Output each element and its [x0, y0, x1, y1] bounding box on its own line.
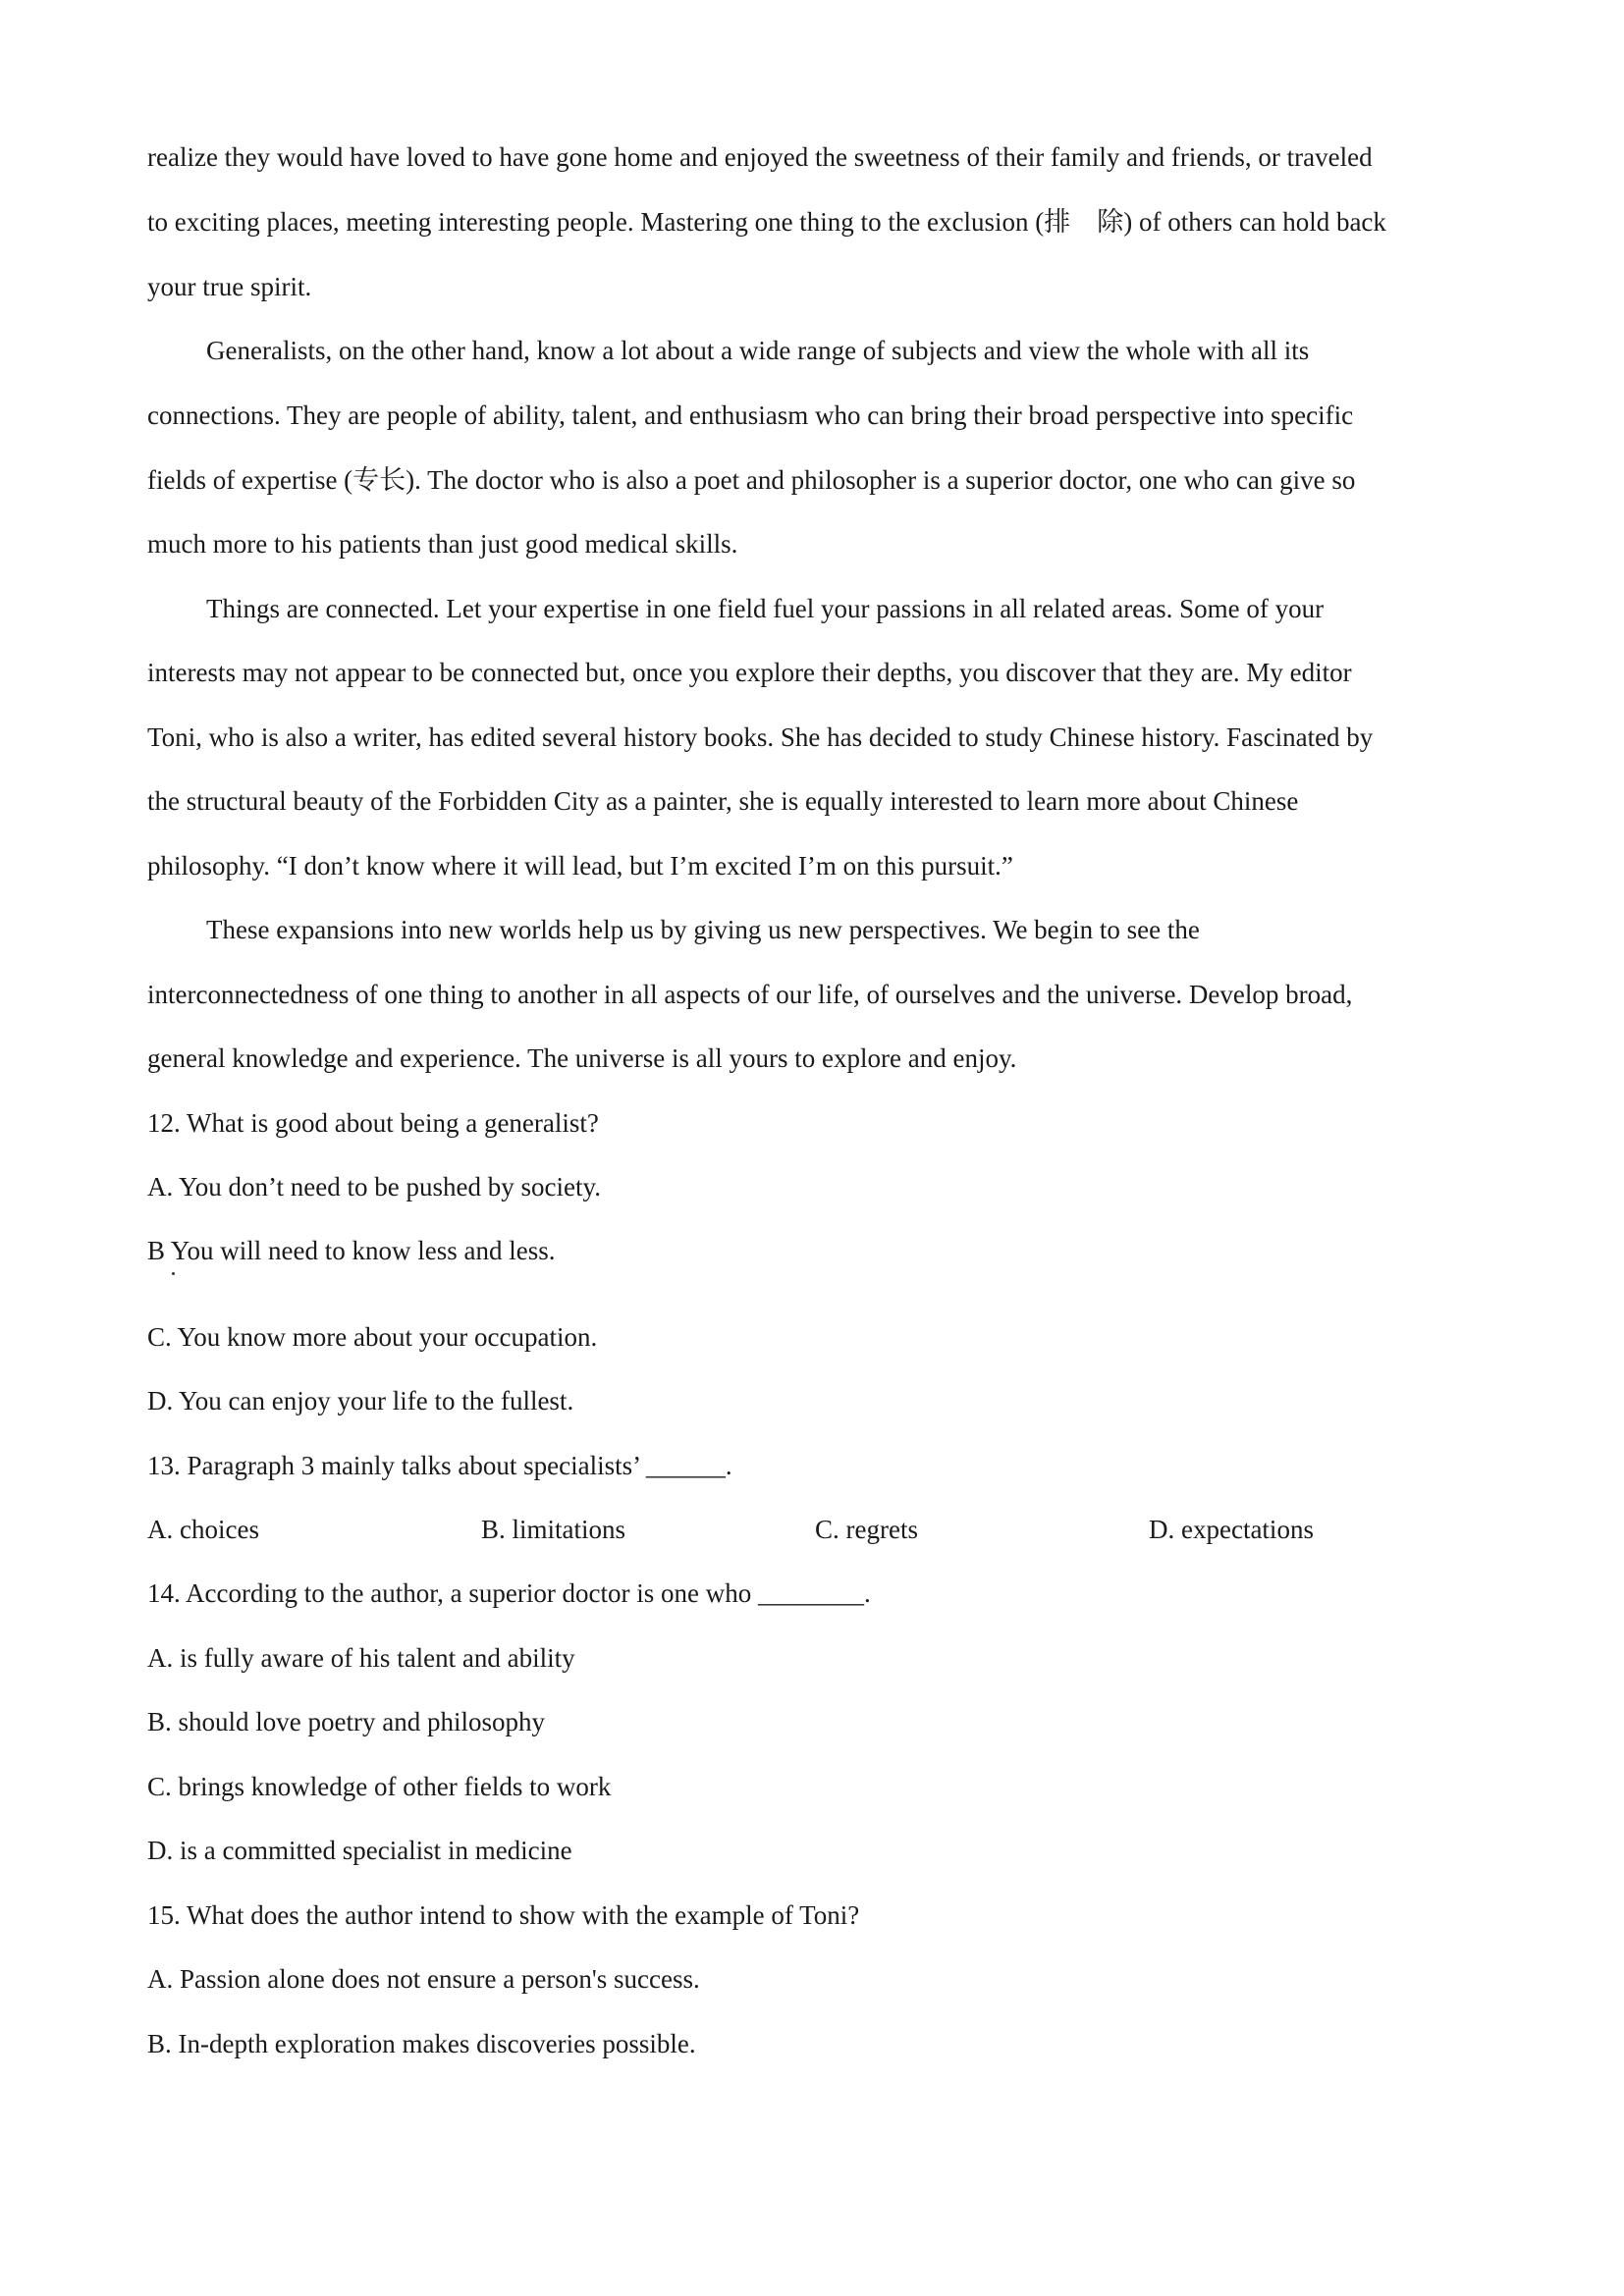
passage-line: These expansions into new worlds help us by giving us new perspectives. We begin to see the — [206, 915, 1200, 944]
question-14-option-b: B. should love poetry and philosophy — [147, 1707, 545, 1736]
question-14-option-a: A. is fully aware of his talent and ability — [147, 1643, 575, 1673]
question-13-option-b: B. limitations — [481, 1515, 626, 1544]
question-15-option-a: A. Passion alone does not ensure a person's success. — [147, 1964, 700, 1994]
passage-line: realize they would have loved to have gone home and enjoyed the sweetness of their family and friends, or traveled — [147, 142, 1373, 172]
passage-line: fields of expertise (专长). The doctor who is also a poet and philosopher is a superior doctor, one who can give so — [147, 465, 1356, 495]
question-12-option-c: C. You know more about your occupation. — [147, 1322, 598, 1352]
question-13-option-a: A. choices — [147, 1515, 259, 1544]
question-13-stem: 13. Paragraph 3 mainly talks about specialists’ ______. — [147, 1451, 732, 1480]
passage-line: connections. They are people of ability, talent, and enthusiasm who can bring their broad perspective into specific — [147, 400, 1354, 430]
passage-line: interconnectedness of one thing to another in all aspects of our life, of ourselves and the universe. Develop broad, — [147, 980, 1353, 1009]
question-14-option-c: C. brings knowledge of other fields to work — [147, 1772, 612, 1801]
question-15-option-b: B. In-depth exploration makes discoveries possible. — [147, 2029, 696, 2058]
passage-line: your true spirit. — [147, 272, 312, 301]
question-14-option-d: D. is a committed specialist in medicine — [147, 1836, 572, 1865]
question-13-options — [147, 1512, 1483, 1547]
passage-line: Generalists, on the other hand, know a lot about a wide range of subjects and view the whole with all its — [206, 336, 1310, 365]
passage-line: interests may not appear to be connected but, once you explore their depths, you discover that they are. My editor — [147, 658, 1352, 687]
question-12-option-a: A. You don’t need to be pushed by society. — [147, 1172, 601, 1201]
passage-line: Toni, who is also a writer, has edited several history books. She has decided to study Chinese history. Fascinated by — [147, 722, 1374, 752]
passage-line: the structural beauty of the Forbidden City as a painter, she is equally interested to learn more about Chinese — [147, 786, 1299, 816]
stray-dot-mark — [172, 1272, 175, 1275]
question-12-option-b: B You will need to know less and less. — [147, 1236, 556, 1265]
passage-line: to exciting places, meeting interesting people. Mastering one thing to the exclusion (排 除) of others can hold back — [147, 207, 1386, 237]
question-13-option-d: D. expectations — [1149, 1515, 1314, 1544]
question-12-stem: 12. What is good about being a generalist? — [147, 1108, 599, 1138]
question-14-stem: 14. According to the author, a superior doctor is one who ________. — [147, 1578, 871, 1608]
passage-line: general knowledge and experience. The universe is all yours to explore and enjoy. — [147, 1043, 1017, 1073]
passage-line: much more to his patients than just good medical skills. — [147, 529, 738, 559]
question-15-stem: 15. What does the author intend to show with the example of Toni? — [147, 1900, 860, 1930]
passage-line: philosophy. “I don’t know where it will lead, but I’m excited I’m on this pursuit.” — [147, 851, 1013, 881]
passage-line: Things are connected. Let your expertise in one field fuel your passions in all related areas. Some of your — [206, 594, 1325, 623]
question-12-option-d: D. You can enjoy your life to the fullest. — [147, 1386, 574, 1415]
question-13-option-c: C. regrets — [815, 1515, 918, 1544]
